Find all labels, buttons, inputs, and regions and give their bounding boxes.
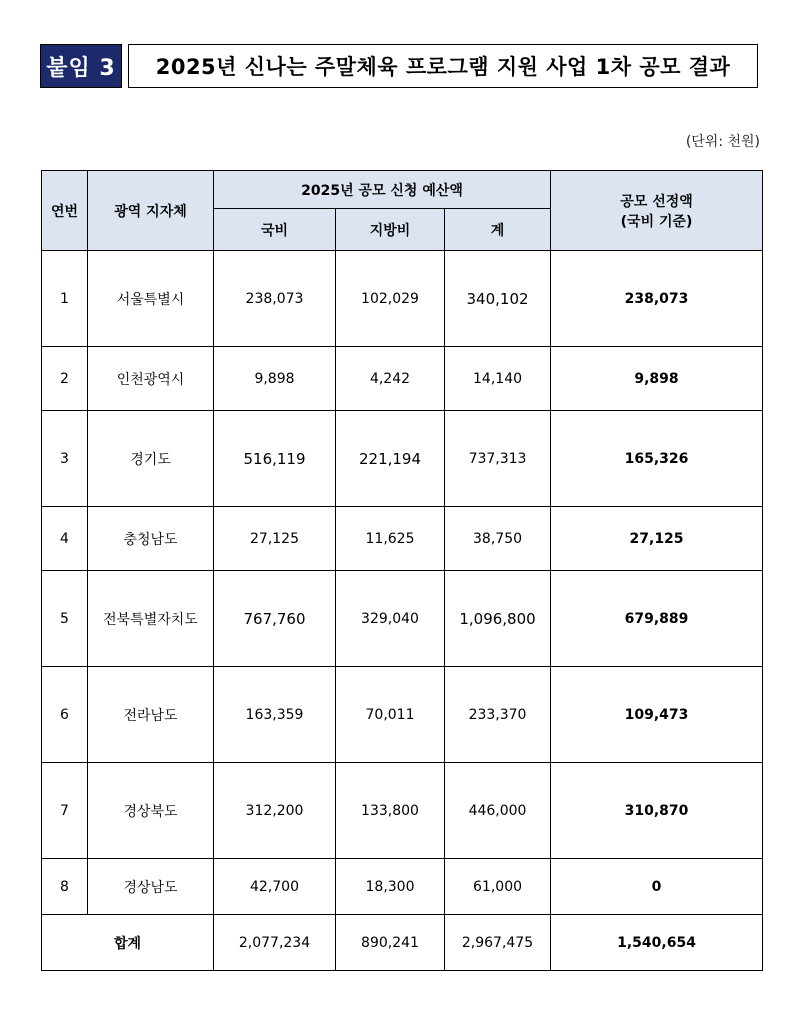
- cell-selected: 238,073: [551, 251, 763, 347]
- cell-local: 221,194: [336, 411, 445, 507]
- cell-national: 516,119: [214, 411, 336, 507]
- cell-local: 70,011: [336, 667, 445, 763]
- cell-no: 5: [42, 571, 88, 667]
- result-table: [41, 170, 763, 971]
- cell-sum: 38,750: [445, 507, 551, 571]
- cell-no: 6: [42, 667, 88, 763]
- total-local: 890,241: [336, 915, 445, 971]
- header-selected: [551, 171, 763, 251]
- cell-region: 전북특별자치도: [88, 571, 214, 667]
- header-sum: 계: [445, 209, 551, 251]
- cell-local: 102,029: [336, 251, 445, 347]
- cell-local: 4,242: [336, 347, 445, 411]
- cell-national: 42,700: [214, 859, 336, 915]
- total-row: [42, 915, 763, 971]
- table-row: [42, 571, 763, 667]
- header-request-group: 2025년 공모 신청 예산액: [214, 171, 551, 209]
- cell-sum: 233,370: [445, 667, 551, 763]
- cell-national: 27,125: [214, 507, 336, 571]
- cell-sum: 446,000: [445, 763, 551, 859]
- total-sum: 2,967,475: [445, 915, 551, 971]
- cell-no: 8: [42, 859, 88, 915]
- cell-selected: 27,125: [551, 507, 763, 571]
- header-no: 연번: [42, 171, 88, 251]
- table-row: [42, 667, 763, 763]
- cell-region: 경기도: [88, 411, 214, 507]
- cell-selected: 310,870: [551, 763, 763, 859]
- cell-local: 133,800: [336, 763, 445, 859]
- cell-region: 경상북도: [88, 763, 214, 859]
- total-label: 합계: [42, 915, 214, 971]
- cell-national: 312,200: [214, 763, 336, 859]
- header-local: 지방비: [336, 209, 445, 251]
- cell-region: 전라남도: [88, 667, 214, 763]
- header-selected-line1: 공모 선정액: [620, 193, 693, 210]
- cell-no: 2: [42, 347, 88, 411]
- cell-region: 서울특별시: [88, 251, 214, 347]
- cell-national: 163,359: [214, 667, 336, 763]
- table-row: [42, 859, 763, 915]
- cell-local: 18,300: [336, 859, 445, 915]
- table-row: [42, 251, 763, 347]
- cell-selected: 165,326: [551, 411, 763, 507]
- table-row: [42, 763, 763, 859]
- cell-region: 인천광역시: [88, 347, 214, 411]
- cell-national: 767,760: [214, 571, 336, 667]
- total-selected: 1,540,654: [551, 915, 763, 971]
- table-row: [42, 411, 763, 507]
- cell-local: 11,625: [336, 507, 445, 571]
- cell-no: 4: [42, 507, 88, 571]
- table-row: [42, 507, 763, 571]
- cell-region: 경상남도: [88, 859, 214, 915]
- cell-no: 7: [42, 763, 88, 859]
- cell-region: 충청남도: [88, 507, 214, 571]
- cell-sum: 1,096,800: [445, 571, 551, 667]
- header-selected-line2: (국비 기준): [620, 213, 693, 230]
- cell-selected: 679,889: [551, 571, 763, 667]
- header-national: 국비: [214, 209, 336, 251]
- total-national: 2,077,234: [214, 915, 336, 971]
- cell-national: 238,073: [214, 251, 336, 347]
- cell-sum: 14,140: [445, 347, 551, 411]
- cell-local: 329,040: [336, 571, 445, 667]
- cell-national: 9,898: [214, 347, 336, 411]
- cell-sum: 61,000: [445, 859, 551, 915]
- cell-selected: 0: [551, 859, 763, 915]
- header-region: 광역 지자체: [88, 171, 214, 251]
- unit-note: (단위: 천원): [685, 134, 760, 150]
- attachment-badge: 붙임 3: [40, 44, 122, 88]
- cell-no: 3: [42, 411, 88, 507]
- cell-sum: 340,102: [445, 251, 551, 347]
- title-row: [40, 44, 758, 90]
- page-title: 2025년 신나는 주말체육 프로그램 지원 사업 1차 공모 결과: [128, 44, 758, 88]
- cell-no: 1: [42, 251, 88, 347]
- cell-sum: 737,313: [445, 411, 551, 507]
- cell-selected: 9,898: [551, 347, 763, 411]
- table-row: [42, 347, 763, 411]
- cell-selected: 109,473: [551, 667, 763, 763]
